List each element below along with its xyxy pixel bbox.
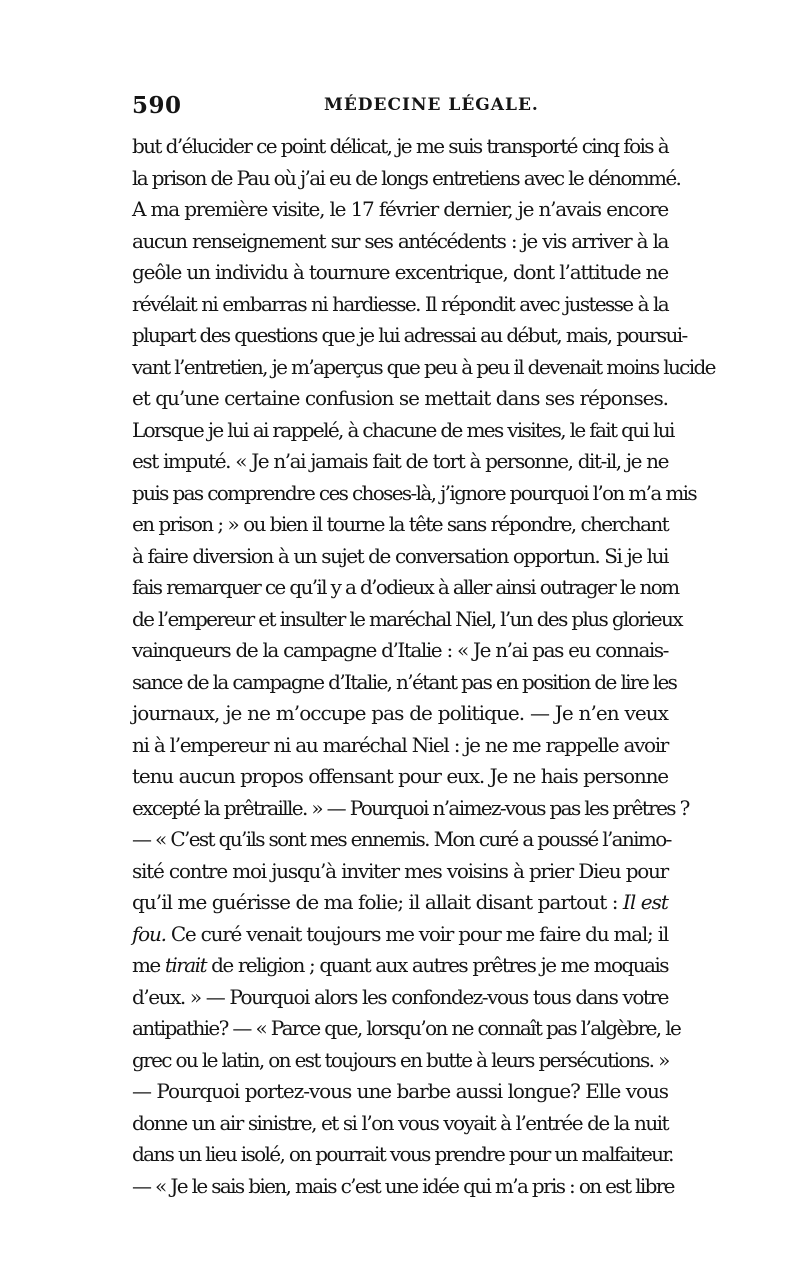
text-line: — « Je le sais bien, mais c’est une idée qui m’a pris : on est libre <box>132 1173 674 1198</box>
text-line: fais remarquer ce qu’il y a d’odieux à aller ainsi outrager le nom <box>132 575 679 599</box>
text-run: me <box>132 953 165 977</box>
page-header <box>132 92 668 126</box>
text-line: ni à l’empereur ni au maréchal Niel : je ne me rappelle avoir <box>132 732 668 757</box>
text-line: plupart des questions que je lui adressai au début, mais, poursui- <box>132 323 687 347</box>
text-line: donne un air sinistre, et si l’on vous voyait à l’entrée de la nuit <box>132 1110 668 1135</box>
text-line: sité contre moi jusqu’à inviter mes voisins à prier Dieu pour <box>132 858 668 883</box>
text-line <box>132 887 668 919</box>
text-line: puis pas comprendre ces choses-là, j’ignore pourquoi l’on m’a mis <box>132 480 697 505</box>
text-line: aucun renseignement sur ses antécédents : je vis arriver à la <box>132 228 668 253</box>
text-line: est imputé. « Je n’ai jamais fait de tort à personne, dit-il, je ne <box>132 449 668 473</box>
text-run: de religion ; quant aux autres prêtres je me moquais <box>205 953 668 977</box>
text-run: Ce curé venait toujours me voir pour me faire du mal; il <box>165 921 668 946</box>
text-line <box>132 919 668 951</box>
text-line: vainqueurs de la campagne d’Italie : « Je n’ai pas eu connais- <box>132 638 668 662</box>
text-line: vant l’entretien, je m’aperçus que peu à peu il devenait moins lucide <box>132 354 715 379</box>
text-line: et qu’une certaine confusion se mettait dans ses réponses. <box>132 386 668 410</box>
text-line: grec ou le latin, on est toujours en butte à leurs persécutions. » <box>132 1047 669 1072</box>
text-line: de l’empereur et insulter le maréchal Niel, l’un des plus glorieux <box>132 606 682 631</box>
text-line: excepté la prêtraille. » — Pourquoi n’aimez-vous pas les prêtres ? <box>132 795 689 820</box>
italic-text: tirait <box>164 953 206 977</box>
text-line: — Pourquoi portez-vous une barbe aussi longue? Elle vous <box>132 1079 668 1103</box>
page-number: 590 <box>132 92 182 119</box>
text-line: but d’élucider ce point délicat, je me suis transporté cinq fois à <box>132 134 668 158</box>
italic-text: Il est <box>622 890 669 914</box>
text-line: — « C’est qu’ils sont mes ennemis. Mon curé a poussé l’animo- <box>132 827 671 851</box>
text-line: d’eux. » — Pourquoi alors les confondez-vous tous dans votre <box>132 984 668 1009</box>
text-line: en prison ; » ou bien il tourne la tête sans répondre, cherchant <box>132 512 668 536</box>
text-line <box>132 950 668 982</box>
text-line: sance de la campagne d’Italie, n’étant pas en position de lire les <box>132 669 677 694</box>
italic-text: fou. <box>132 921 166 946</box>
text-line: geôle un individu à tournure excentrique, dont l’attitude ne <box>132 260 669 284</box>
text-line: dans un lieu isolé, on pourrait vous prendre pour un malfaiteur. <box>132 1142 673 1166</box>
body-text <box>132 131 715 1202</box>
text-line: antipathie? — « Parce que, lorsqu’on ne connaît pas l’algèbre, le <box>132 1016 681 1040</box>
text-line: révélait ni embarras ni hardiesse. Il répondit avec justesse à la <box>132 291 668 316</box>
text-line: journaux, je ne m’occupe pas de politique. — Je n’en veux <box>132 701 668 725</box>
text-line: A ma première visite, le 17 février dernier, je n’avais encore <box>132 197 668 221</box>
text-run: qu’il me guérisse de ma folie; il allait disant partout : <box>132 890 623 914</box>
text-line: Lorsque je lui ai rappelé, à chacune de mes visites, le fait qui lui <box>132 417 674 442</box>
text-line: à faire diversion à un sujet de conversation opportun. Si je lui <box>132 543 668 568</box>
text-line: tenu aucun propos offensant pour eux. Je ne hais personne <box>132 764 668 788</box>
running-title: MÉDECINE LÉGALE. <box>324 95 539 115</box>
text-line: la prison de Pau où j’ai eu de longs entretiens avec le dénommé. <box>132 165 681 190</box>
